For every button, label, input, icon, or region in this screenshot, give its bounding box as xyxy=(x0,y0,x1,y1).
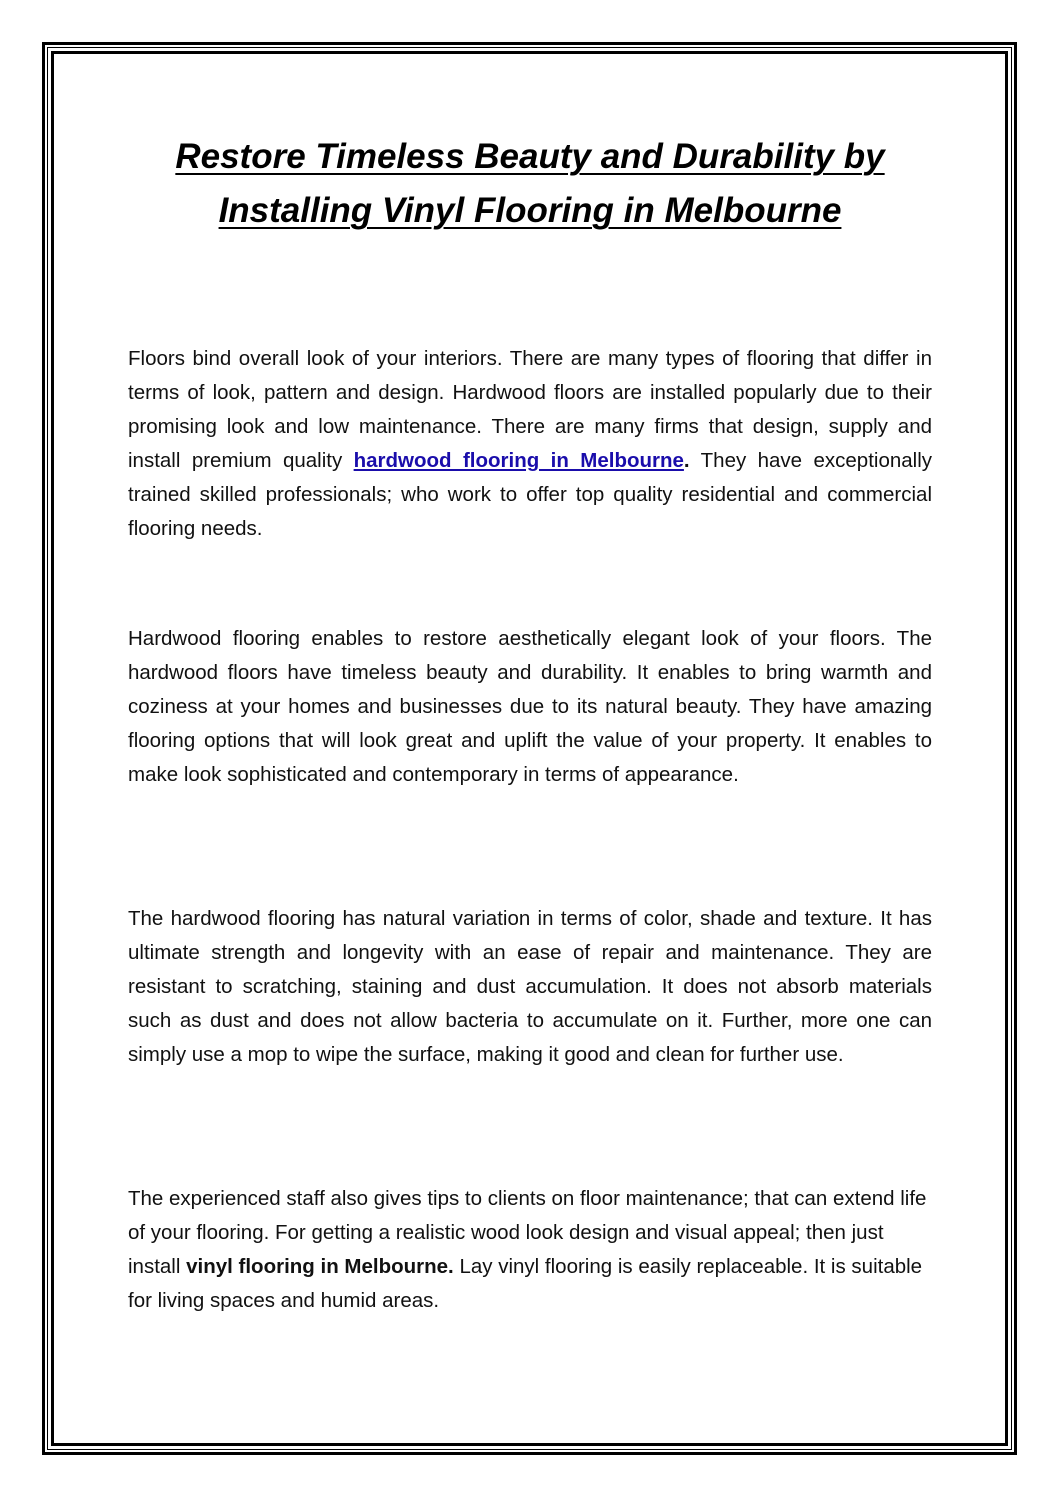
link-trailing-period: . xyxy=(683,449,690,472)
paragraph-1-text-start: Floors bind overall look of your interiors. There are many types of flooring that differ in terms of look, pattern and design. Hardwood floors are installed popularly due to their promising look and low maintenance. There are many firms that design, supply and install premium quality xyxy=(128,347,932,472)
document-body xyxy=(128,130,933,1312)
document-title: Restore Timeless Beauty and Durability by Installing Vinyl Flooring in Melbourne xyxy=(175,137,885,230)
paragraph-4-text-start: The experienced staff also gives tips to clients on floor maintenance; that can extend life of your flooring. For getting a realistic wood look design and visual appeal; then just install xyxy=(128,1187,927,1278)
vinyl-flooring-bold: vinyl flooring in Melbourne. xyxy=(186,1255,454,1278)
paragraph-4 xyxy=(128,1182,932,1318)
paragraph-2: Hardwood flooring enables to restore aesthetically elegant look of your floors. The hardwood floors have timeless beauty and durability. It enables to bring warmth and coziness at your homes and businesses due to its natural beauty. They have amazing flooring options that will look great and uplift the value of your property. It enables to make look sophisticated and contemporary in terms of appearance. xyxy=(128,627,932,786)
paragraph-4-text-end: Lay vinyl flooring is easily replaceable. It is suitable for living spaces and humid areas. xyxy=(128,1255,923,1312)
paragraph-1 xyxy=(128,342,932,546)
paragraph-3: The hardwood flooring has natural variation in terms of color, shade and texture. It has ultimate strength and longevity with an ease of repair and maintenance. They are resistant to scratching, staining and dust accumulation. It does not absorb materials such as dust and does not allow bacteria to accumulate on it. Further, more one can simply use a mop to wipe the surface, making it good and clean for further use. xyxy=(128,907,932,1066)
paragraph-1-text-end: They have exceptionally trained skilled professionals; who work to offer top quality residential and commercial flooring needs. xyxy=(128,449,933,540)
hardwood-flooring-link[interactable]: hardwood flooring in Melbourne xyxy=(353,449,684,472)
